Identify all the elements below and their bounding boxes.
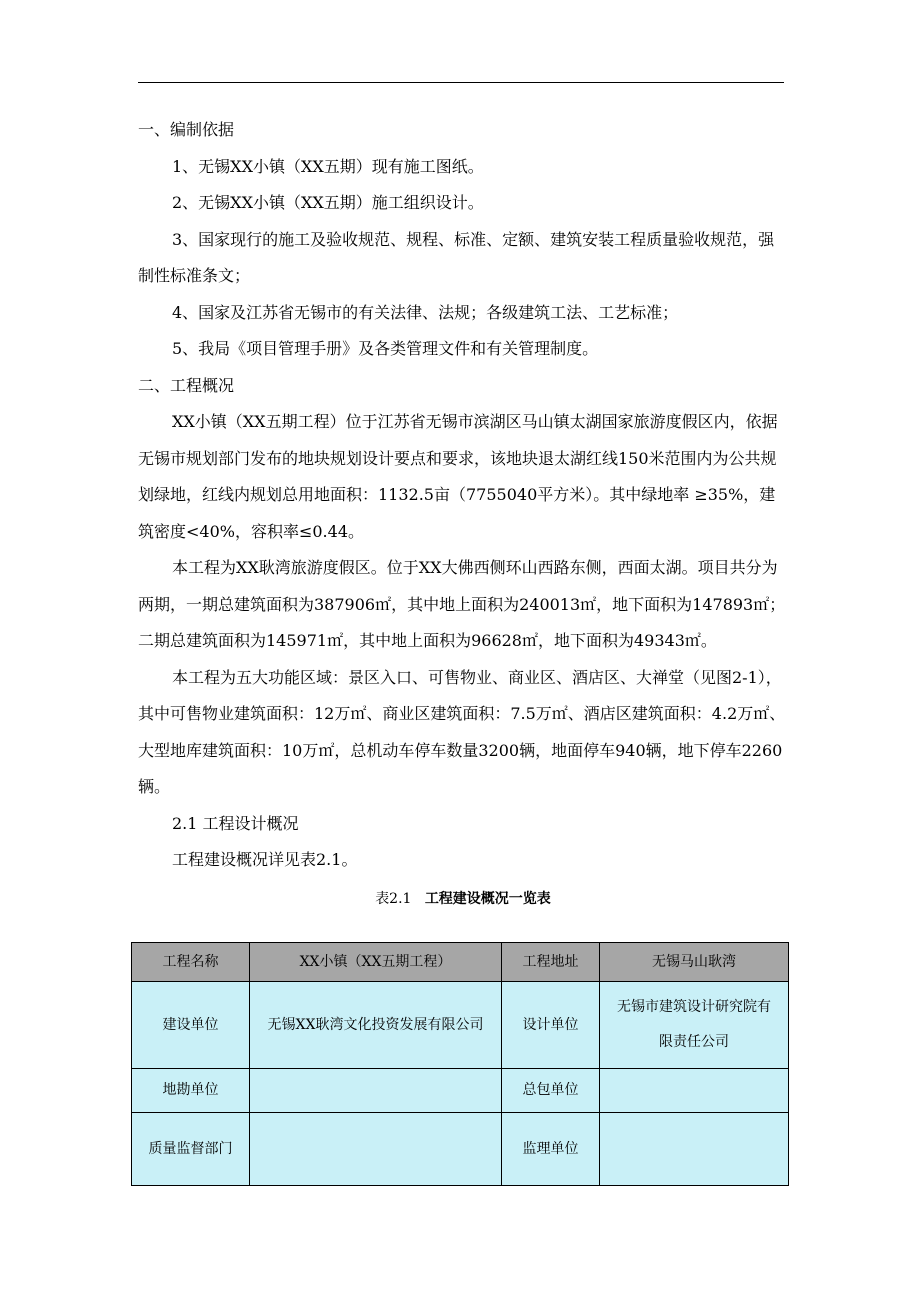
subsection-2-1-title: 2.1 工程设计概况 <box>172 813 299 833</box>
table-header-row <box>132 943 789 982</box>
overview-paragraph-3: 本工程为五大功能区域：景区入口、可售物业、商业区、酒店区、大禅堂（见图2-1），其中可售物业建筑面积：12万㎡、商业区建筑面积：7.5万㎡、酒店区建筑面积：4.2万㎡、大型地库建筑面积：10万㎡，总机动车停车数量3200辆，地面停车940辆，地下停车2260辆。 <box>138 667 786 796</box>
table-reference: 工程建设概况详见表2.1。 <box>172 850 358 869</box>
table-cell <box>600 1069 789 1113</box>
table-caption <box>138 889 788 909</box>
table-caption-title: 工程建设概况一览表 <box>424 890 551 907</box>
header-rule <box>138 82 784 83</box>
table-cell <box>600 1113 789 1186</box>
overview-paragraph-2: 本工程为XX耿湾旅游度假区。位于XX大佛西侧环山西路东侧，西面太湖。项目共分为两期，一期总建筑面积为387906㎡，其中地上面积为240013㎡，地下面积为147893㎡；二期总建筑面积为145971㎡，其中地上面积为96628㎡，地下面积为49343㎡。 <box>138 558 786 650</box>
basis-item-3: 3、国家现行的施工及验收规范、规程、标准、定额、建筑安装工程质量验收规范，强制性标准条文； <box>138 229 775 285</box>
table-cell: 无锡市建筑设计研究院有限责任公司 <box>600 982 789 1069</box>
basis-item-2: 2、无锡XX小镇（XX五期）施工组织设计。 <box>172 193 484 212</box>
table-cell <box>250 1069 502 1113</box>
section-1-title: 一、编制依据 <box>138 120 235 139</box>
table-row <box>132 1113 789 1186</box>
header-cell: 工程地址 <box>502 943 600 982</box>
table-cell: 质量监督部门 <box>132 1113 250 1186</box>
table-caption-number: 表2.1 <box>375 890 412 907</box>
table-row <box>132 982 789 1069</box>
document-body <box>138 112 788 917</box>
header-cell: XX小镇（XX五期工程） <box>250 943 502 982</box>
table-cell: 无锡XX耿湾文化投资发展有限公司 <box>250 982 502 1069</box>
overview-paragraph-1: XX小镇（XX五期工程）位于江苏省无锡市滨湖区马山镇太湖国家旅游度假区内，依据无锡市规划部门发布的地块规划设计要点和要求，该地块退太湖红线150米范围内为公共规划绿地，红线内规划总用地面积：1132.5亩（7755040平方米）。其中绿地率 ≥35%，建筑密度<40%，容积率≤0.44。 <box>138 412 778 541</box>
table-cell: 设计单位 <box>502 982 600 1069</box>
table-cell: 总包单位 <box>502 1069 600 1113</box>
table-cell: 地勘单位 <box>132 1069 250 1113</box>
basis-item-4: 4、国家及江苏省无锡市的有关法律、法规；各级建筑工法、工艺标准； <box>172 302 679 322</box>
header-cell: 无锡马山耿湾 <box>600 943 789 982</box>
header-cell: 工程名称 <box>132 943 250 982</box>
basis-item-1: 1、无锡XX小镇（XX五期）现有施工图纸。 <box>172 156 484 176</box>
table-cell: 建设单位 <box>132 982 250 1069</box>
section-2-title: 二、工程概况 <box>138 375 235 395</box>
basis-item-5: 5、我局《项目管理手册》及各类管理文件和有关管理制度。 <box>172 339 599 358</box>
project-overview-table <box>131 942 789 1186</box>
table-row <box>132 1069 789 1113</box>
table-cell: 监理单位 <box>502 1113 600 1186</box>
table-cell <box>250 1113 502 1186</box>
